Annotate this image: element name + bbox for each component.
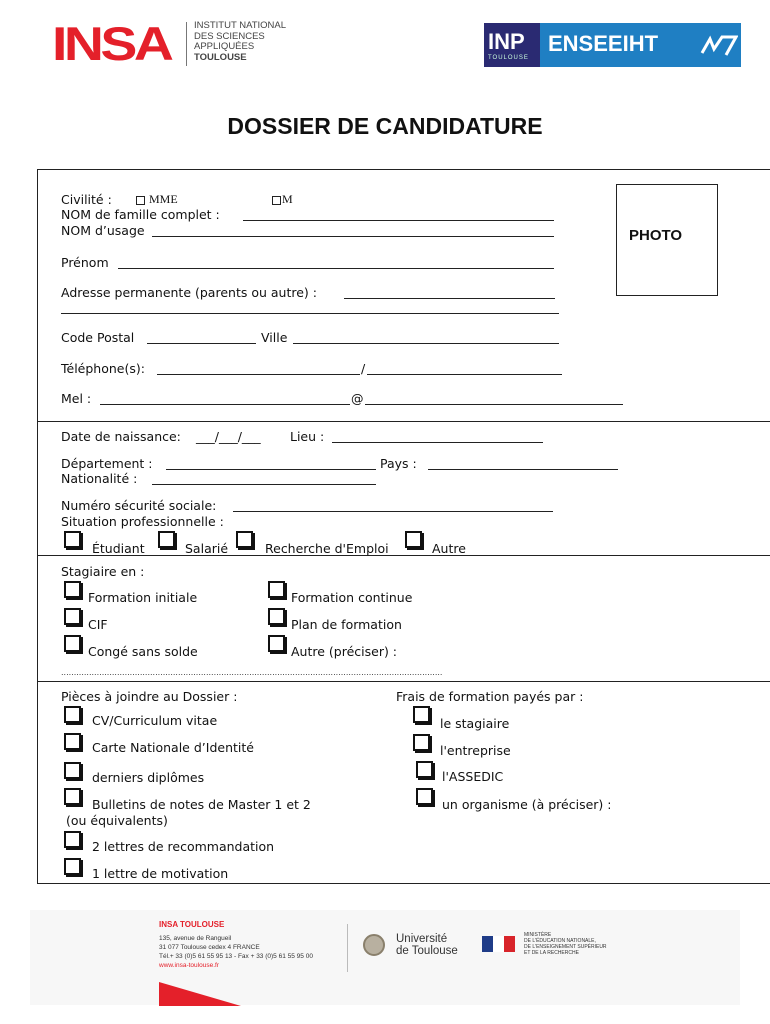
- pieces-heading: Pièces à joindre au Dossier :: [61, 689, 238, 704]
- mel-field-2[interactable]: [365, 404, 623, 405]
- footer-web-link[interactable]: www.insa-toulouse.fr: [159, 962, 219, 969]
- frais-stagiaire-label: le stagiaire: [440, 716, 510, 731]
- plan-formation-checkbox[interactable]: [268, 608, 285, 625]
- frais-assedic-label: l'ASSEDIC: [442, 769, 504, 784]
- autre-label: Autre: [432, 541, 466, 556]
- autre-preciser-checkbox[interactable]: [268, 635, 285, 652]
- ville-field[interactable]: [293, 343, 559, 344]
- universite-text: Université de Toulouse: [396, 933, 458, 957]
- nom-famille-label: NOM de famille complet :: [61, 207, 220, 222]
- lieu-field[interactable]: [332, 442, 543, 443]
- adresse-field-2[interactable]: [61, 313, 559, 314]
- enseeiht-block: [540, 23, 741, 67]
- stagiaire-dotted-line[interactable]: ......................................................................................................................................................: [61, 669, 443, 677]
- motivation-label: 1 lettre de motivation: [92, 866, 229, 881]
- departement-field[interactable]: [166, 469, 376, 470]
- conge-sans-solde-checkbox[interactable]: [64, 635, 81, 652]
- prenom-field[interactable]: [118, 268, 554, 269]
- salarie-label: Salarié: [185, 541, 229, 556]
- etudiant-checkbox[interactable]: [64, 531, 81, 548]
- naissance-field[interactable]: ___/___/___: [196, 429, 261, 444]
- conge-sans-solde-label: Congé sans solde: [88, 644, 198, 659]
- inp-block: [484, 23, 540, 67]
- republique-flag-icon: [482, 936, 515, 952]
- etudiant-label: Étudiant: [92, 541, 145, 556]
- bulletins-label: Bulletins de notes de Master 1 et 2: [92, 797, 311, 812]
- cif-label: CIF: [88, 617, 108, 632]
- formation-continue-label: Formation continue: [291, 590, 413, 605]
- mel-label: Mel :: [61, 391, 92, 406]
- cif-checkbox[interactable]: [64, 608, 81, 625]
- bulletins-continuation: (ou équivalents): [66, 813, 168, 828]
- stagiaire-heading: Stagiaire en :: [61, 564, 145, 579]
- ministere-text: MINISTÈRE DE L'ÉDUCATION NATIONALE, DE L'ENSEIGNEMENT SUPÉRIEUR ET DE LA RECHERCHE: [524, 932, 607, 956]
- mme-checkbox[interactable]: [136, 196, 145, 205]
- naissance-label: Date de naissance:: [61, 429, 181, 444]
- enseeiht-text: ENSEEIHT: [548, 31, 659, 56]
- footer-name: INSA TOULOUSE: [159, 920, 225, 929]
- inp-subtext: TOULOUSE: [488, 55, 529, 61]
- footer: [30, 910, 740, 1010]
- adresse-label: Adresse permanente (parents ou autre) :: [61, 285, 317, 300]
- inp-enseeiht-logo: [484, 23, 741, 67]
- insa-divider: [186, 22, 187, 66]
- nom-usage-field[interactable]: [152, 236, 554, 237]
- bulletins-checkbox[interactable]: [64, 788, 81, 805]
- footer-divider: [347, 924, 348, 972]
- photo-label: PHOTO: [629, 227, 683, 244]
- frais-heading: Frais de formation payés par :: [396, 689, 584, 704]
- nationalite-field[interactable]: [152, 484, 376, 485]
- nationalite-label: Nationalité :: [61, 471, 138, 486]
- recherche-emploi-label: Recherche d'Emploi: [265, 541, 389, 556]
- carte-identite-label: Carte Nationale d’Identité: [92, 740, 254, 755]
- inp-text: INP: [488, 29, 525, 54]
- autre-checkbox[interactable]: [405, 531, 422, 548]
- mme-label: MME: [149, 192, 178, 206]
- securite-sociale-label: Numéro sécurité sociale:: [61, 498, 217, 513]
- mel-field-1[interactable]: [100, 404, 350, 405]
- ville-label: Ville: [261, 330, 288, 345]
- insa-institute-text: INSTITUT NATIONAL DES SCIENCES APPLIQUÉES TOULOUSE: [194, 20, 287, 63]
- code-postal-field[interactable]: [147, 343, 256, 344]
- footer-background: [30, 910, 740, 1005]
- diplomes-checkbox[interactable]: [64, 762, 81, 779]
- frais-stagiaire-checkbox[interactable]: [413, 706, 430, 723]
- departement-label: Département :: [61, 456, 153, 471]
- n7-mark-icon: [700, 31, 738, 59]
- formation-initiale-checkbox[interactable]: [64, 581, 81, 598]
- motivation-checkbox[interactable]: [64, 858, 81, 875]
- section-divider-2: [37, 555, 770, 556]
- mel-at-sign: @: [351, 391, 364, 406]
- situation-label: Situation professionnelle :: [61, 514, 224, 529]
- frais-assedic-checkbox[interactable]: [416, 761, 433, 778]
- recommandation-label: 2 lettres de recommandation: [92, 839, 275, 854]
- frais-entreprise-checkbox[interactable]: [413, 734, 430, 751]
- plan-formation-label: Plan de formation: [291, 617, 402, 632]
- footer-red-shape-icon: [159, 982, 241, 1006]
- lieu-label: Lieu :: [290, 429, 325, 444]
- securite-sociale-field[interactable]: [233, 511, 553, 512]
- formation-initiale-label: Formation initiale: [88, 590, 198, 605]
- m-label: M: [282, 192, 293, 206]
- nom-usage-label: NOM d’usage: [61, 223, 145, 238]
- universite-seal-icon: [363, 934, 385, 956]
- salarie-checkbox[interactable]: [158, 531, 175, 548]
- autre-preciser-label: Autre (préciser) :: [291, 644, 398, 659]
- m-checkbox[interactable]: [272, 196, 281, 205]
- prenom-label: Prénom: [61, 255, 109, 270]
- pays-label: Pays :: [380, 456, 417, 471]
- footer-address: 135, avenue de Rangueil 31 077 Toulouse cedex 4 FRANCE Tél.+ 33 (0)5 61 55 95 13 - Fax + 33 (0)5 61 55 95 00 www.insa-toulouse.fr: [159, 935, 313, 969]
- frais-entreprise-label: l'entreprise: [440, 743, 511, 758]
- telephone-field-1[interactable]: [157, 374, 360, 375]
- recommandation-checkbox[interactable]: [64, 831, 81, 848]
- page-title: DOSSIER DE CANDIDATURE: [227, 113, 543, 139]
- adresse-field-1[interactable]: [344, 298, 555, 299]
- section-divider-1: [37, 421, 770, 422]
- frais-organisme-checkbox[interactable]: [416, 788, 433, 805]
- frais-organisme-label: un organisme (à préciser) :: [442, 797, 612, 812]
- photo-box: [616, 184, 718, 296]
- cv-checkbox[interactable]: [64, 706, 81, 723]
- cv-label: CV/Curriculum vitae: [92, 713, 218, 728]
- telephone-separator: /: [361, 361, 366, 376]
- telephone-label: Téléphone(s):: [61, 361, 145, 376]
- pays-field[interactable]: [428, 469, 618, 470]
- diplomes-label: derniers diplômes: [92, 770, 205, 785]
- telephone-field-2[interactable]: [367, 374, 562, 375]
- code-postal-label: Code Postal: [61, 330, 135, 345]
- insa-logo: [52, 17, 292, 70]
- carte-identite-checkbox[interactable]: [64, 733, 81, 750]
- formation-continue-checkbox[interactable]: [268, 581, 285, 598]
- section-divider-3: [37, 681, 770, 682]
- recherche-emploi-checkbox[interactable]: [236, 531, 253, 548]
- insa-wordmark: INSA: [52, 17, 171, 70]
- nom-famille-field[interactable]: [243, 220, 554, 221]
- civilite-label: Civilité :: [61, 192, 112, 207]
